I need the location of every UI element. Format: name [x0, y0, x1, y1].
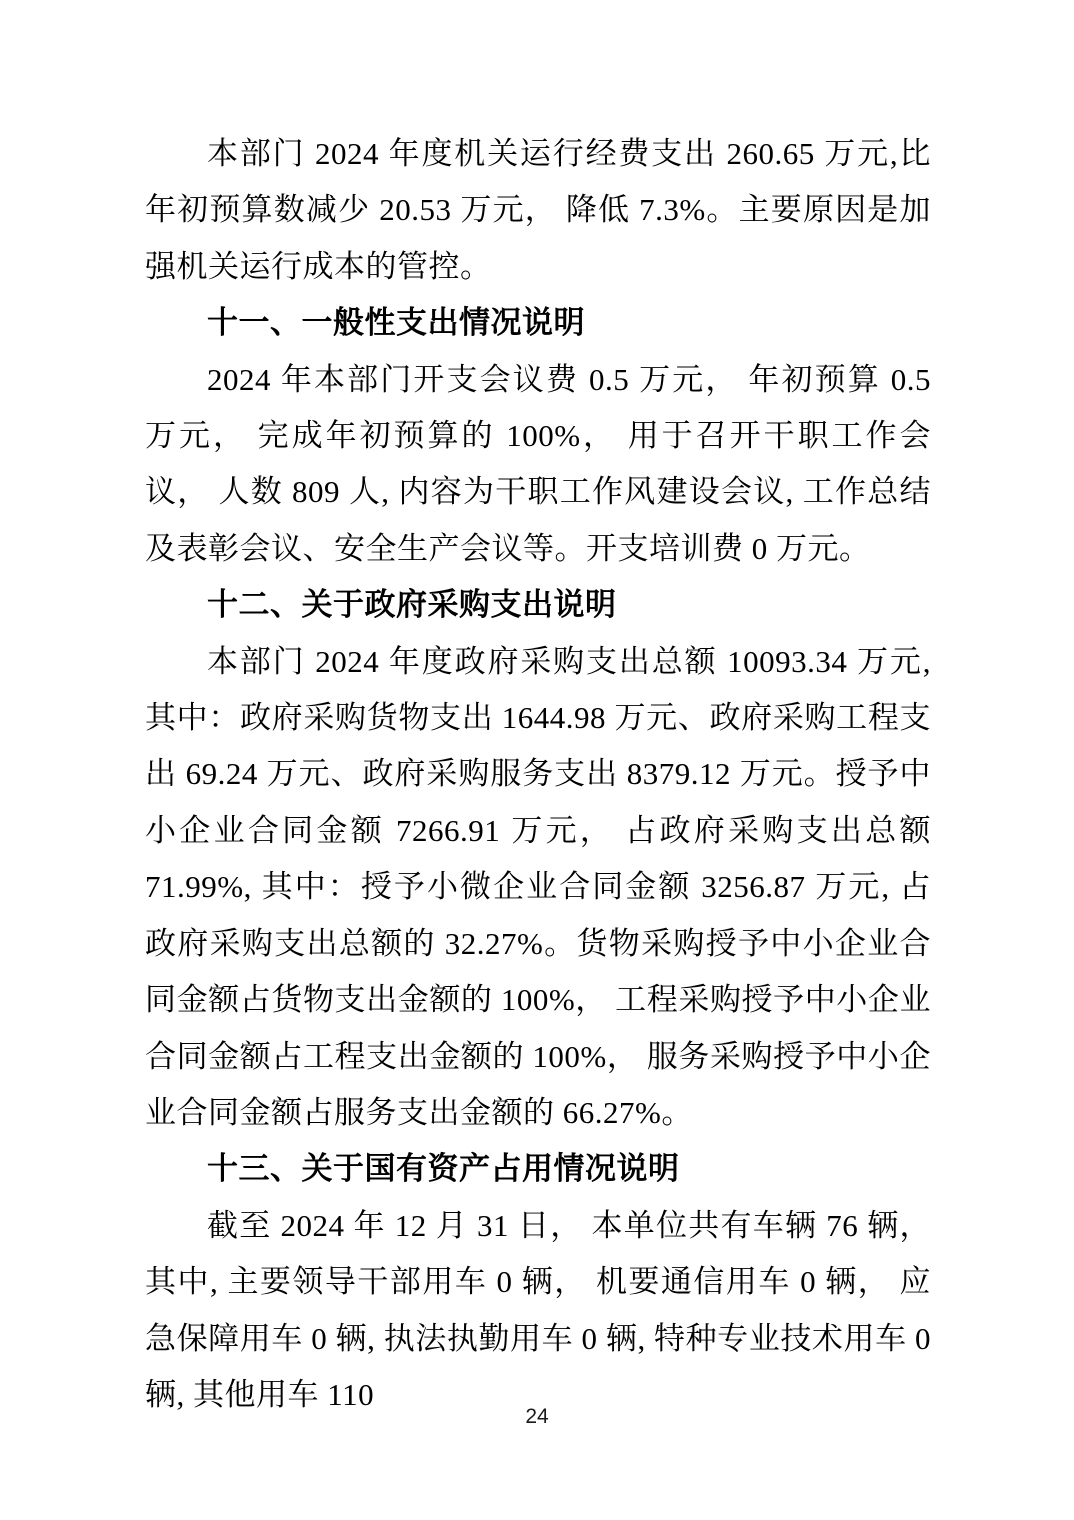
page-footer: [0, 1402, 1074, 1432]
document-body: [145, 126, 931, 1423]
page-number: 24: [525, 1405, 549, 1428]
section-heading-11-general-expenditure: 十一、一般性支出情况说明: [207, 305, 585, 341]
paragraph-state-owned-assets: 截至 2024 年 12 月 31 日， 本单位共有车辆 76 辆， 其中, 主要领导干部用车 0 辆， 机要通信用车 0 辆， 应急保障用车 0 辆, 执法执勤用车 0 辆, 特种专业技术用车 0 辆, 其他用车 110: [145, 1207, 931, 1412]
paragraph-operating-expenses: 本部门 2024 年度机关运行经费支出 260.65 万元,比年初预算数减少 20.53 万元， 降低 7.3%。主要原因是加强机关运行成本的管控。: [145, 136, 931, 284]
section-heading-13-state-owned-assets: 十三、关于国有资产占用情况说明: [207, 1151, 680, 1187]
paragraph-government-procurement: 本部门 2024 年度政府采购支出总额 10093.34 万元, 其中：政府采购货物支出 1644.98 万元、政府采购工程支出 69.24 万元、政府采购服务支出 8379.12 万元。授予中小企业合同金额 7266.91 万元， 占政府采购支出总额 71.99%, 其中：授予小微企业合同金额 3256.87 万元, 占政府采购支出总额的 32.27%。货物采购授予中小企业合同金额占货物支出金额的 100%， 工程采购授予中小企业合同金额占工程支出金额的 100%， 服务采购授予中小企业合同金额占服务支出金额的 66.27%。: [145, 643, 931, 1130]
section-heading-12-government-procurement: 十二、关于政府采购支出说明: [207, 587, 617, 623]
paragraph-general-expenditure: 2024 年本部门开支会议费 0.5 万元， 年初预算 0.5 万元， 完成年初预算的 100%， 用于召开干职工作会议， 人数 809 人, 内容为干职工作风建设会议, 工作总结及表彰会议、安全生产会议等。开支培训费 0 万元。: [145, 361, 931, 566]
